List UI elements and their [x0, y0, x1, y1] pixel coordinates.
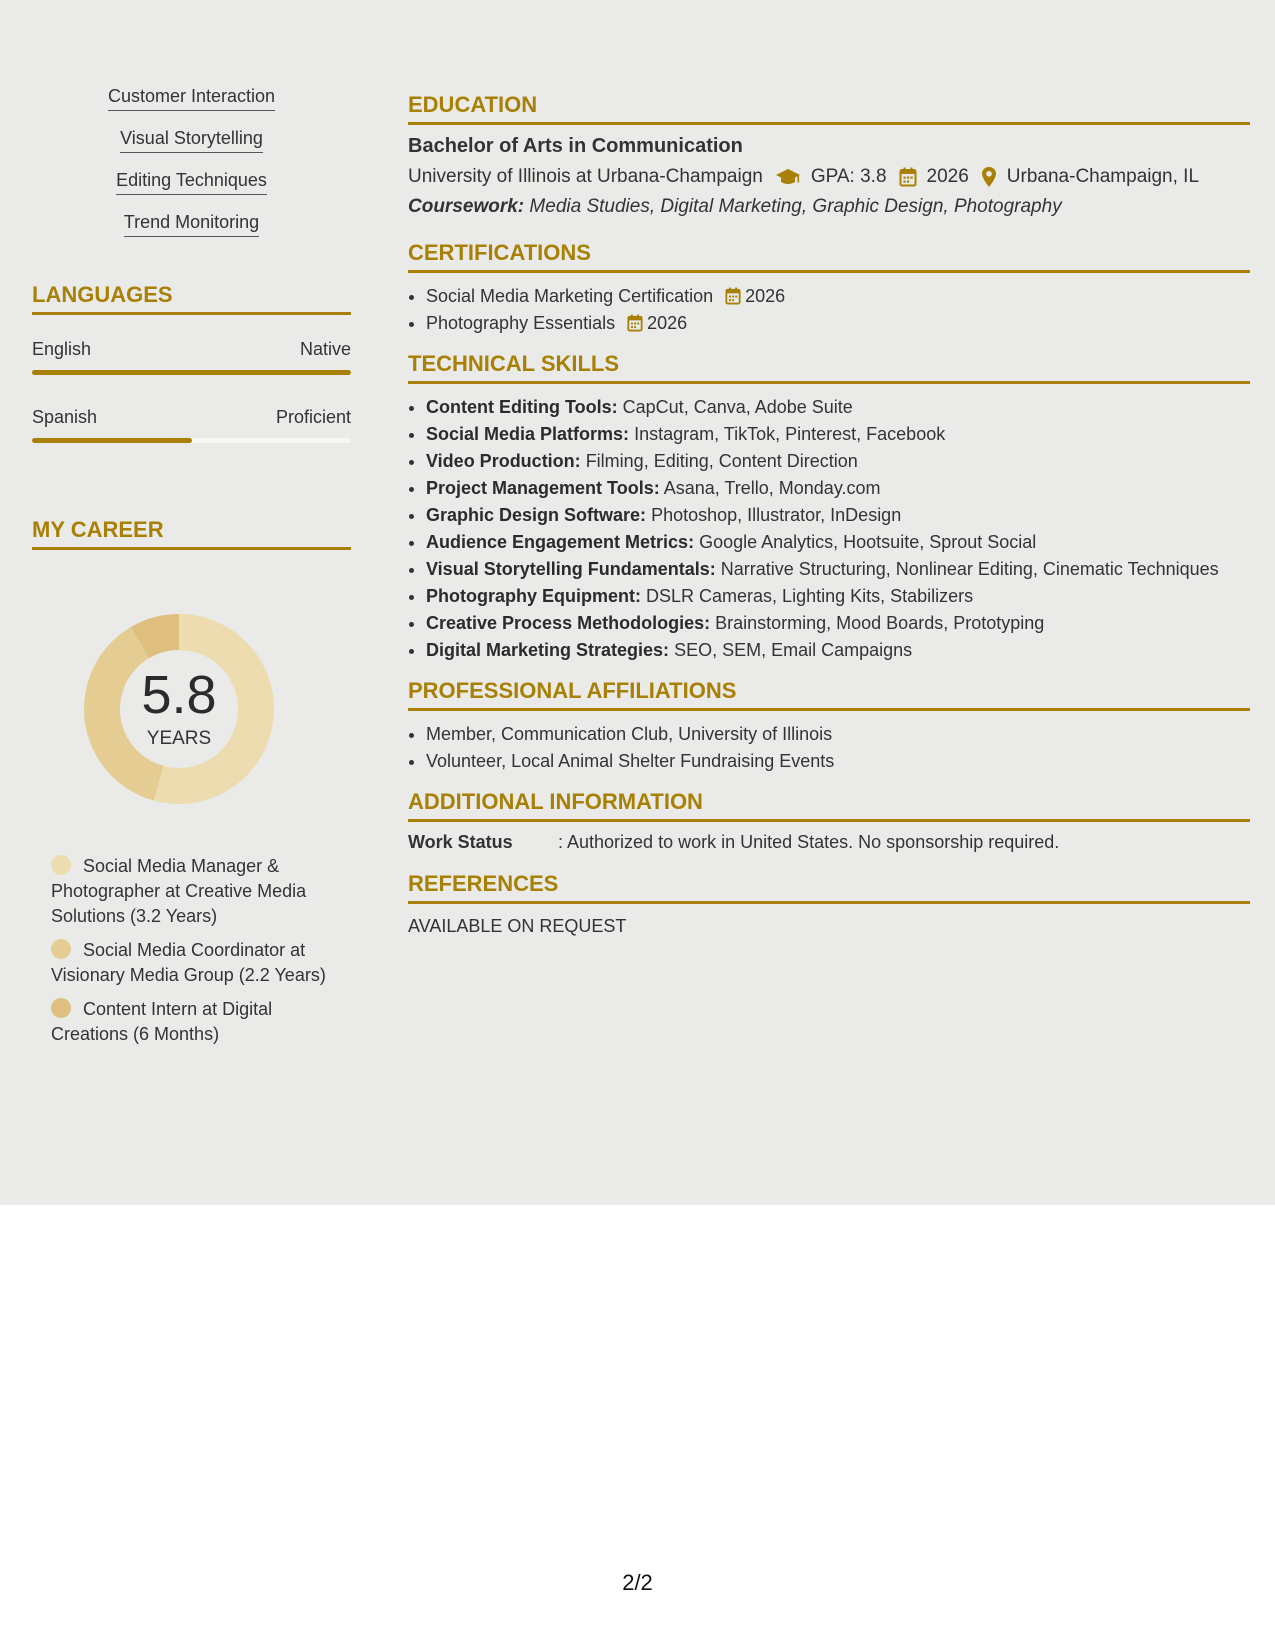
- list-item: • Member, Communication Club, University of Illinois: [426, 721, 1250, 748]
- skill-tag: Customer Interaction: [32, 86, 351, 111]
- language-bar: [32, 438, 351, 443]
- list-item: • Social Media Marketing Certification 2026: [426, 283, 1250, 310]
- affiliations-list: [408, 721, 1250, 775]
- right-column: [408, 92, 1250, 937]
- languages-title: LANGUAGES: [32, 282, 351, 315]
- additional-info-section: [408, 789, 1250, 853]
- references-section: [408, 871, 1250, 937]
- references-title: REFERENCES: [408, 871, 1250, 904]
- work-status-value: : Authorized to work in United States. No sponsorship required.: [558, 832, 1060, 852]
- left-column: [32, 86, 351, 1056]
- certifications-list: [408, 283, 1250, 337]
- list-item: • Video Production: Filming, Editing, Content Direction: [426, 448, 1250, 475]
- technical-skills-title: TECHNICAL SKILLS: [408, 351, 1250, 384]
- list-item: • Digital Marketing Strategies: SEO, SEM, Email Campaigns: [426, 637, 1250, 664]
- technical-skills-section: [408, 351, 1250, 664]
- career-title: MY CAREER: [32, 517, 351, 550]
- language-level: Native: [299, 339, 351, 359]
- calendar-icon: [627, 314, 643, 332]
- location-pin-icon: [981, 166, 997, 188]
- language-bar-fill: [32, 438, 192, 443]
- career-legend-item: Content Intern at Digital Creations (6 Months): [51, 999, 273, 1044]
- language-bar-fill: [32, 370, 351, 375]
- language-name: Spanish: [32, 407, 98, 427]
- graduation-year: 2026: [926, 166, 969, 187]
- list-item: • Graphic Design Software: Photoshop, Illustrator, InDesign: [426, 502, 1250, 529]
- certifications-title: CERTIFICATIONS: [408, 240, 1250, 273]
- calendar-icon: [725, 287, 741, 305]
- graduation-cap-icon: [775, 167, 801, 187]
- affiliations-title: PROFESSIONAL AFFILIATIONS: [408, 678, 1250, 711]
- list-item: • Content Editing Tools: CapCut, Canva, Adobe Suite: [426, 394, 1250, 421]
- skill-tag: Trend Monitoring: [32, 212, 351, 237]
- certifications-section: [408, 240, 1250, 337]
- technical-skills-list: [408, 394, 1250, 664]
- language-bar: [32, 370, 351, 375]
- affiliations-section: [408, 678, 1250, 775]
- education-section: [408, 92, 1250, 218]
- skill-tag: Editing Techniques: [32, 170, 351, 195]
- language-row: [32, 339, 351, 360]
- coursework-label: Coursework:: [408, 196, 525, 217]
- list-item: • Photography Equipment: DSLR Cameras, Lighting Kits, Stabilizers: [426, 583, 1250, 610]
- list-item: • Audience Engagement Metrics: Google Analytics, Hootsuite, Sprout Social: [426, 529, 1250, 556]
- work-status-row: [408, 832, 1250, 853]
- education-title: EDUCATION: [408, 92, 1250, 125]
- legend-dot: [51, 939, 71, 959]
- coursework: [408, 196, 1250, 218]
- education-details: [408, 166, 1250, 188]
- language-name: English: [32, 339, 92, 359]
- career-section: [32, 517, 351, 1047]
- career-legend-item: Social Media Coordinator at Visionary Media Group (2.2 Years): [51, 940, 326, 985]
- degree-name: Bachelor of Arts in Communication: [408, 135, 743, 157]
- list-item: • Project Management Tools: Asana, Trello, Monday.com: [426, 475, 1250, 502]
- legend-dot: [51, 998, 71, 1018]
- list-item: • Social Media Platforms: Instagram, TikTok, Pinterest, Facebook: [426, 421, 1250, 448]
- gpa: GPA: 3.8: [810, 166, 887, 187]
- school-name: University of Illinois at Urbana-Champaign: [408, 166, 763, 187]
- career-legend: [32, 854, 331, 1047]
- languages-section: [32, 282, 351, 443]
- list-item: • Volunteer, Local Animal Shelter Fundraising Events: [426, 748, 1250, 775]
- list-item: • Visual Storytelling Fundamentals: Narrative Structuring, Nonlinear Editing, Cinematic Techniques: [426, 556, 1250, 583]
- school-location: Urbana-Champaign, IL: [1006, 166, 1200, 187]
- skill-tag: Visual Storytelling: [32, 128, 351, 153]
- career-donut: [64, 594, 294, 824]
- career-total-years: 5.8: [141, 665, 217, 725]
- list-item: • Creative Process Methodologies: Brainstorming, Mood Boards, Prototyping: [426, 610, 1250, 637]
- references-text: AVAILABLE ON REQUEST: [408, 916, 627, 936]
- skill-tags: [32, 86, 351, 237]
- language-row: [32, 407, 351, 428]
- additional-info-title: ADDITIONAL INFORMATION: [408, 789, 1250, 822]
- career-legend-item: Social Media Manager & Photographer at Creative Media Solutions (3.2 Years): [51, 856, 307, 926]
- page-number: 2/2: [622, 1570, 653, 1595]
- career-total-unit: YEARS: [146, 728, 212, 749]
- work-status-label: Work Status: [408, 832, 513, 852]
- language-level: Proficient: [275, 407, 351, 427]
- legend-dot: [51, 855, 71, 875]
- list-item: • Photography Essentials 2026: [426, 310, 1250, 337]
- calendar-icon: [899, 167, 917, 187]
- coursework-list: Media Studies, Digital Marketing, Graphic Design, Photography: [529, 196, 1062, 217]
